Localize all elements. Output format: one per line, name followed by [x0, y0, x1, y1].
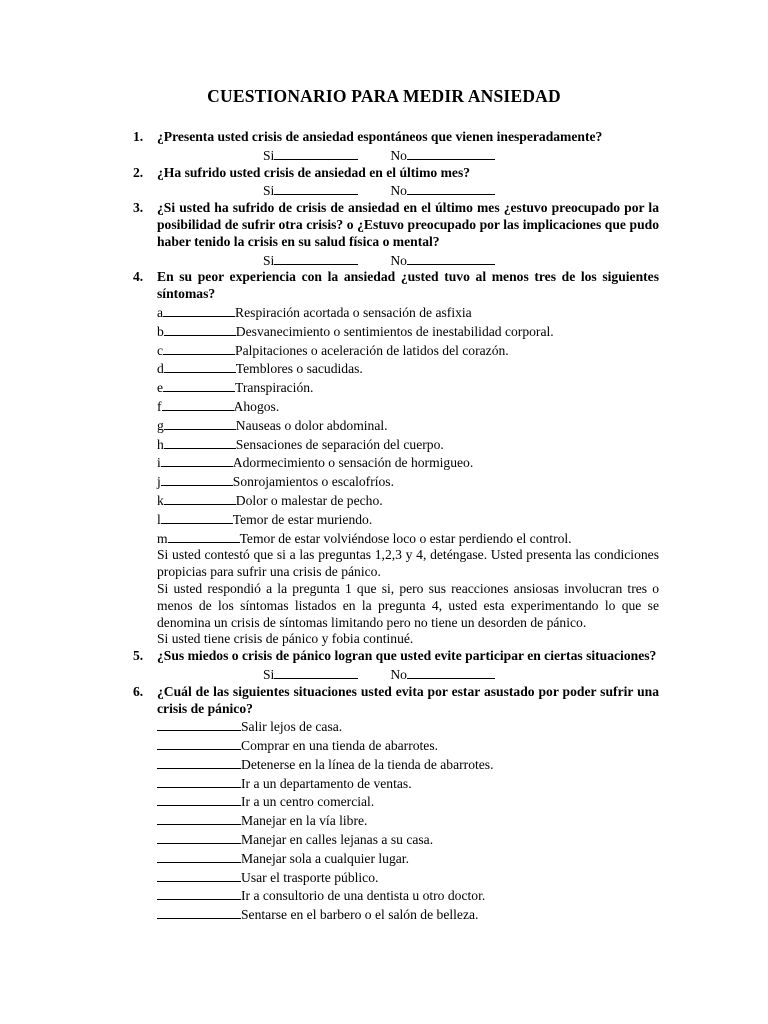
question-1: [133, 129, 659, 146]
symptom-blank[interactable]: [161, 472, 233, 486]
symptom-item: f Ahogos.: [157, 398, 280, 414]
question-number: 4.: [133, 269, 144, 285]
instruction-note: Si usted contestó que si a las preguntas 1,2,3 y 4, deténgase. Usted presenta las condiciones propicias para sufrir una crisis de pánico.: [157, 547, 659, 580]
answer-row-5: [133, 665, 659, 684]
situation-blank[interactable]: [157, 886, 241, 900]
symptom-blank[interactable]: [164, 435, 236, 449]
situation-item: Ir a un departamento de ventas.: [157, 774, 659, 793]
question-text: ¿Cuál de las siguientes situaciones usted evita por estar asustado por poder sufrir una crisis de pánico?: [157, 683, 659, 716]
yes-answer-blank[interactable]: [274, 665, 358, 679]
symptom-blank[interactable]: [164, 322, 236, 336]
symptom-item: m Temor de estar volviéndose loco o estar perdiendo el control.: [157, 530, 572, 546]
questionnaire-body: [133, 129, 659, 924]
question-number: 1.: [133, 129, 144, 144]
symptom-blank[interactable]: [161, 510, 233, 524]
situation-blank[interactable]: [157, 755, 241, 769]
symptom-item: d Temblores o sacudidas.: [157, 361, 363, 377]
answer-row-1: [133, 146, 659, 165]
symptom-item: e Transpiración.: [157, 380, 314, 396]
situation-item: Manejar en calles lejanas a su casa.: [157, 830, 659, 849]
situation-item: Sentarse en el barbero o el salón de belleza.: [157, 905, 659, 924]
situation-blank[interactable]: [157, 736, 241, 750]
situation-item: Comprar en una tienda de abarrotes.: [157, 736, 659, 755]
question-3: [133, 200, 659, 250]
yes-answer-blank[interactable]: [274, 251, 358, 265]
situation-item: Usar el trasporte público.: [157, 868, 659, 887]
question-text: En su peor experiencia con la ansiedad ¿usted tuvo al menos tres de los siguientes síntomas?: [157, 269, 659, 302]
symptom-blank[interactable]: [161, 453, 233, 467]
symptom-item: i Adormecimiento o sensación de hormigueo.: [157, 455, 474, 471]
instruction-note: Si usted tiene crisis de pánico y fobia continué.: [157, 631, 414, 647]
question-number: 3.: [133, 200, 144, 216]
symptom-blank[interactable]: [164, 491, 236, 505]
symptom-item: a Respiración acortada o sensación de asfixia: [157, 304, 472, 320]
yes-label: Si: [263, 666, 275, 682]
symptom-item: g Nauseas o dolor abdominal.: [157, 417, 388, 433]
question-5: [133, 648, 659, 665]
question-4: [133, 269, 659, 303]
symptom-item: b Desvanecimiento o sentimientos de inestabilidad corporal.: [157, 323, 554, 339]
no-label: No: [390, 147, 407, 163]
situation-blank[interactable]: [157, 792, 241, 806]
question-6: [133, 684, 659, 718]
situation-blank[interactable]: [157, 830, 241, 844]
yes-answer-blank[interactable]: [274, 181, 358, 195]
situation-item: Detenerse en la línea de la tienda de abarrotes.: [157, 755, 659, 774]
yes-label: Si: [263, 147, 275, 163]
yes-answer-blank[interactable]: [274, 146, 358, 160]
symptom-blank[interactable]: [163, 303, 235, 317]
question-text: ¿Sus miedos o crisis de pánico logran que usted evite participar en ciertas situaciones?: [157, 648, 657, 664]
situation-item: Salir lejos de casa.: [157, 717, 659, 736]
question-number: 6.: [133, 683, 144, 699]
symptom-blank[interactable]: [163, 341, 235, 355]
situation-item: Ir a consultorio de una dentista u otro doctor.: [157, 886, 659, 905]
situation-blank[interactable]: [157, 717, 241, 731]
situation-blank[interactable]: [157, 811, 241, 825]
symptom-blank[interactable]: [162, 397, 234, 411]
question-number: 5.: [133, 648, 144, 664]
question-2: [133, 165, 659, 182]
no-label: No: [390, 666, 407, 682]
instruction-note: Si usted respondió a la pregunta 1 que si, pero sus reacciones ansiosas involucran tres o menos de los síntomas listados en la pregunta 4, usted esta experimentando lo que se denomina un crisis de síntomas limitando pero no tiene un desorden de pánico.: [157, 580, 659, 630]
symptom-item: l Temor de estar muriendo.: [157, 511, 373, 527]
question-text: ¿Presenta usted crisis de ansiedad espontáneos que vienen inesperadamente?: [157, 129, 603, 144]
situation-item: Ir a un centro comercial.: [157, 792, 659, 811]
no-answer-blank[interactable]: [407, 181, 495, 195]
symptom-item: h Sensaciones de separación del cuerpo.: [157, 436, 444, 452]
no-answer-blank[interactable]: [407, 665, 495, 679]
situation-blank[interactable]: [157, 774, 241, 788]
symptom-blank[interactable]: [163, 378, 235, 392]
question-text: ¿Ha sufrido usted crisis de ansiedad en el último mes?: [157, 164, 471, 180]
question-text: ¿Si usted ha sufrido de crisis de ansiedad en el último mes ¿estuvo preocupado por la posibilidad de sufrir otra crisis? o ¿Estuvo preocupado por las implicaciones que pudo haber tenido la crisis en su salud física o mental?: [157, 200, 659, 249]
symptom-blank[interactable]: [164, 416, 236, 430]
situation-item: Manejar sola a cualquier lugar.: [157, 849, 659, 868]
yes-label: Si: [263, 183, 275, 199]
situation-list: [133, 717, 659, 924]
page-title: CUESTIONARIO PARA MEDIR ANSIEDAD: [207, 86, 561, 106]
situation-blank[interactable]: [157, 868, 241, 882]
no-answer-blank[interactable]: [407, 146, 495, 160]
situation-item: Manejar en la vía libre.: [157, 811, 659, 830]
situation-blank[interactable]: [157, 905, 241, 919]
question-number: 2.: [133, 164, 144, 180]
symptom-blank[interactable]: [168, 529, 240, 543]
symptom-item: k Dolor o malestar de pecho.: [157, 492, 383, 508]
symptom-item: j Sonrojamientos o escalofríos.: [157, 474, 394, 490]
no-answer-blank[interactable]: [407, 251, 495, 265]
no-label: No: [390, 252, 407, 268]
situation-blank[interactable]: [157, 849, 241, 863]
answer-row-2: [133, 181, 659, 200]
yes-label: Si: [263, 252, 275, 268]
answer-row-3: [133, 251, 659, 270]
symptom-item: c Palpitaciones o aceleración de latidos del corazón.: [157, 342, 509, 358]
symptom-blank[interactable]: [164, 359, 236, 373]
symptom-list: [133, 303, 659, 648]
no-label: No: [390, 183, 407, 199]
